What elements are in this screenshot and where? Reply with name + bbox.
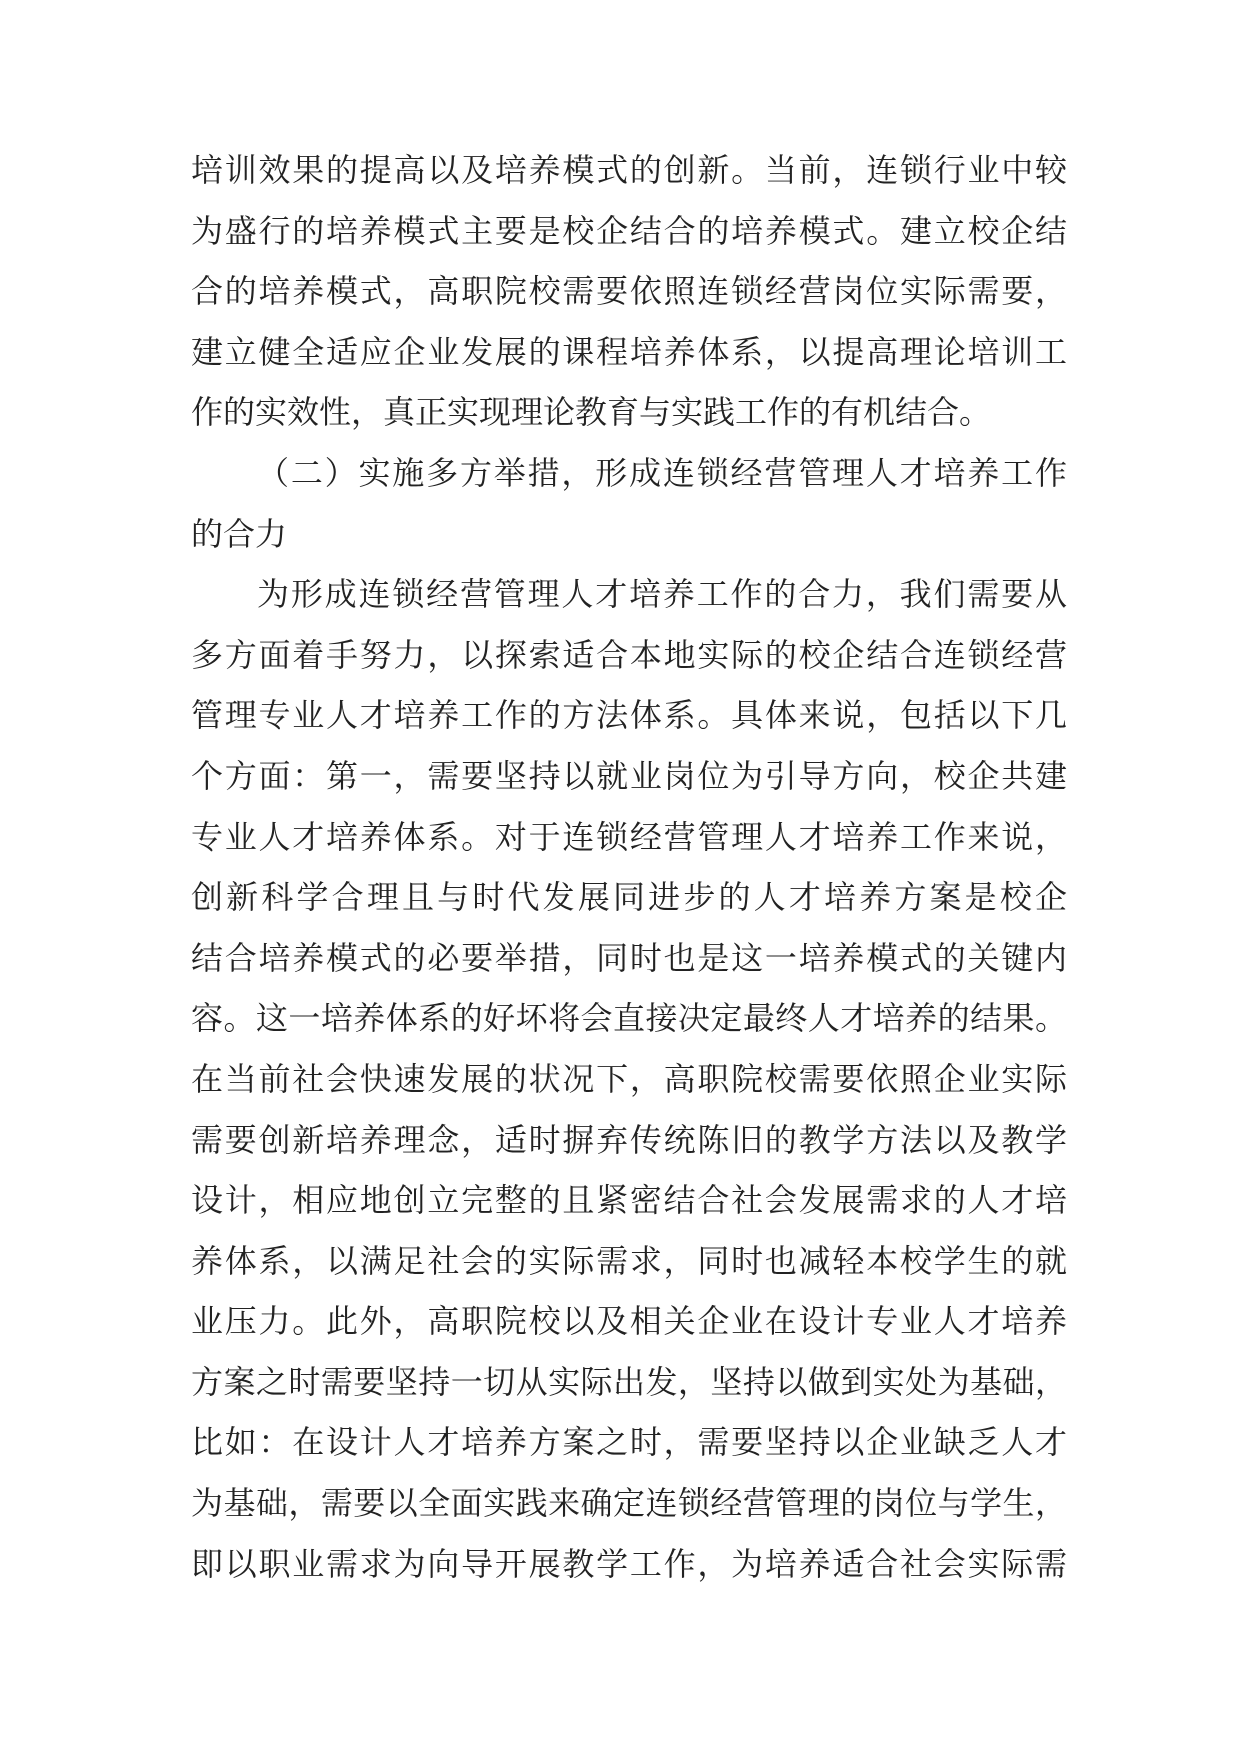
paragraph-line: 个方面：第一，需要坚持以就业岗位为引导方向，校企共建	[191, 756, 1067, 795]
paragraph-line: 业压力。此外，高职院校以及相关企业在设计专业人才培养	[191, 1302, 1067, 1341]
paragraph-line: 培训效果的提高以及培养模式的创新。当前，连锁行业中较	[191, 151, 1067, 189]
paragraph-line: 为盛行的培养模式主要是校企结合的培养模式。建立校企结	[191, 211, 1067, 250]
paragraph-line: 为形成连锁经营管理人才培养工作的合力，我们需要从	[257, 575, 1067, 614]
paragraph-line: 方案之时需要坚持一切从实际出发，坚持以做到实处为基础，	[191, 1362, 1067, 1401]
paragraph-line: 需要创新培养理念，适时摒弃传统陈旧的教学方法以及教学	[191, 1120, 1067, 1159]
paragraph-line: 结合培养模式的必要举措，同时也是这一培养模式的关键内	[191, 938, 1067, 977]
section-heading-line: （二）实施多方举措，形成连锁经营管理人才培养工作	[257, 453, 1067, 492]
paragraph-line: 在当前社会快速发展的状况下，高职院校需要依照企业实际	[191, 1059, 1067, 1098]
paragraph-line: 比如：在设计人才培养方案之时，需要坚持以企业缺乏人才	[191, 1423, 1067, 1462]
paragraph-line: 即以职业需求为向导开展教学工作，为培养适合社会实际需	[191, 1544, 1067, 1583]
paragraph-line: 管理专业人才培养工作的方法体系。具体来说，包括以下几	[191, 696, 1067, 735]
body-text	[191, 140, 1067, 1594]
paragraph-line: 建立健全适应企业发展的课程培养体系，以提高理论培训工	[191, 332, 1067, 371]
section-heading-line: 的合力	[191, 514, 288, 553]
paragraph-line: 为基础，需要以全面实践来确定连锁经营管理的岗位与学生，	[191, 1484, 1067, 1523]
paragraph-line: 多方面着手努力，以探索适合本地实际的校企结合连锁经营	[191, 635, 1067, 674]
paragraph-line: 养体系，以满足社会的实际需求，同时也减轻本校学生的就	[191, 1241, 1067, 1280]
paragraph-line: 专业人才培养体系。对于连锁经营管理人才培养工作来说，	[191, 817, 1067, 856]
paragraph-line: 创新科学合理且与时代发展同进步的人才培养方案是校企	[191, 878, 1067, 917]
paragraph-line: 容。这一培养体系的好坏将会直接决定最终人才培养的结果。	[191, 999, 1067, 1038]
paragraph-line: 作的实效性，真正实现理论教育与实践工作的有机结合。	[191, 393, 992, 432]
paragraph-line: 设计，相应地创立完整的且紧密结合社会发展需求的人才培	[191, 1181, 1067, 1220]
paragraph-line: 合的培养模式，高职院校需要依照连锁经营岗位实际需要，	[191, 272, 1067, 311]
